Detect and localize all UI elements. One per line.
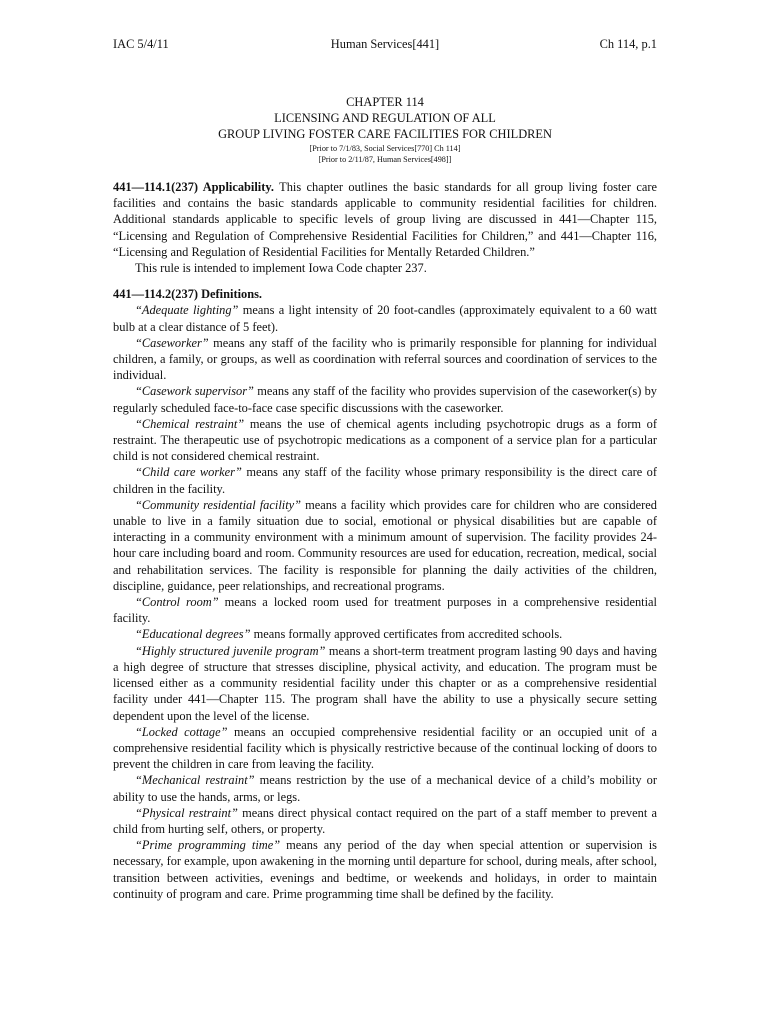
definition-term: “Adequate lighting” <box>135 303 239 318</box>
definition-text: means direct physical contact required on the part of a staff member to prevent a child from hurting self, others, or property. <box>113 805 657 836</box>
definition-term: “Child care worker” <box>135 465 242 480</box>
rule-definitions-heading <box>113 286 657 302</box>
definition-term: “Prime programming time” <box>135 838 281 853</box>
definition-item <box>113 626 657 642</box>
definition-item <box>113 805 657 837</box>
document-body <box>113 179 657 902</box>
definition-text: means the use of chemical agents including psychotropic drugs as a form of restraint. The therapeutic use of psychotropic medications as a component of a service plan for a particular child is not considered chemical restraint. <box>113 416 657 464</box>
definition-item <box>113 335 657 384</box>
definition-text: means formally approved certificates from accredited schools. <box>250 627 563 642</box>
definition-item <box>113 772 657 804</box>
rule-heading: 441—114.2(237) Definitions. <box>113 287 263 302</box>
definition-item <box>113 416 657 465</box>
definition-text: means any staff of the facility who is primarily responsible for planning for individual children, a family, or groups, as well as coordination with referral sources and coordination of services to the individual. <box>113 335 657 383</box>
definition-term: “Mechanical restraint” <box>135 773 255 788</box>
rule-applicability <box>113 179 657 260</box>
definition-term: “Educational degrees” <box>135 627 251 642</box>
header-page-number: Ch 114, p.1 <box>599 37 657 51</box>
header-citation: IAC 5/4/11 <box>113 37 169 51</box>
definition-term: “Casework supervisor” <box>135 384 254 399</box>
history-note-2: [Prior to 2/11/87, Human Services[498]] <box>318 155 452 165</box>
definition-text: means any staff of the facility who provides supervision of the caseworker(s) by regularly scheduled face-to-face case specific discussions with the caseworker. <box>113 384 657 415</box>
chapter-number: CHAPTER 114 <box>346 95 424 109</box>
chapter-title-block <box>113 94 657 166</box>
definition-text: means any staff of the facility whose primary responsibility is the direct care of children in the facility. <box>113 465 657 496</box>
definition-text: means a locked room used for treatment purposes in a comprehensive residential facility. <box>113 595 657 626</box>
definition-item <box>113 383 657 415</box>
definition-term: “Community residential facility” <box>135 497 302 512</box>
definition-term: “Highly structured juvenile program” <box>135 643 326 658</box>
definition-item <box>113 643 657 724</box>
definition-item <box>113 497 657 594</box>
definition-text: means a short-term treatment program lasting 90 days and having a high degree of structure that stresses discipline, physical activity, and education. The program must be licensed either as a community residential facility under this chapter or as a comprehensive residential facility under 441—Chapter 115. The program shall have the ability to use a physically secure setting dependent upon the level of the license. <box>113 643 657 723</box>
definition-text: means an occupied comprehensive residential facility or an occupied unit of a comprehensive residential facility which is physically restrictive because of the continual locking of doors to prevent the children in care from leaving the facility. <box>113 724 657 772</box>
page-header <box>113 36 657 52</box>
definitions-list <box>113 302 657 902</box>
header-agency: Human Services[441] <box>330 37 440 51</box>
rule-text: This chapter outlines the basic standards for all group living foster care facilities and contains the basic standards applicable to community residential facilities for children. Additional standards applicable to specific levels of group living are discussed in 441—Chapter 115, “Licensing and Regulation of Comprehensive Residential Facilities for Children,” and 441—Chapter 116, “Licensing and Regulation of Residential Facilities for Mentally Retarded Children.” <box>113 180 657 259</box>
definition-item <box>113 594 657 626</box>
definition-term: “Chemical restraint” <box>135 416 245 431</box>
definition-text: means a light intensity of 20 foot-candles (approximately equivalent to a 60 watt bulb at a clear distance of 5 feet). <box>113 303 657 334</box>
definition-term: “Caseworker” <box>135 335 209 350</box>
definition-item <box>113 302 657 334</box>
definition-term: “Physical restraint” <box>135 805 238 820</box>
definition-term: “Control room” <box>135 595 219 610</box>
definition-item <box>113 464 657 496</box>
definition-text: means a facility which provides care for children who are considered unable to live in a family situation due to social, emotional or physical disabilities but are capable of interacting in a community environment with a minimum amount of supervision. The facility provides 24-hour care including board and room. Community resources are used for education, recreation, medical, social and rehabilitation services. The facility is responsible for planning the daily activities of the children, discipline, guidance, peer relationships, and recreational programs. <box>113 497 658 593</box>
definition-term: “Locked cottage” <box>135 724 228 739</box>
history-note-1: [Prior to 7/1/83, Social Services[770] Ch 114] <box>309 143 461 153</box>
implementation-note: This rule is intended to implement Iowa Code chapter 237. <box>135 261 427 276</box>
definition-item <box>113 724 657 773</box>
definition-item <box>113 837 657 902</box>
chapter-title-line-1: LICENSING AND REGULATION OF ALL <box>274 111 496 126</box>
chapter-title-line-2: GROUP LIVING FOSTER CARE FACILITIES FOR CHILDREN <box>218 127 552 142</box>
rule-heading: 441—114.1(237) Applicability. <box>113 180 274 194</box>
definition-text: means any period of the day when special attention or supervision is necessary, for example, upon awakening in the morning until departure for school, during meals, after school, transition between activities, evenings and bedtime, or weekends and holidays, in order to maintain continuity of program and care. Prime programming time shall be defined by the facility. <box>113 838 658 901</box>
definition-text: means restriction by the use of a mechanical device of a child’s mobility or ability to use the hands, arms, or legs. <box>113 773 658 804</box>
